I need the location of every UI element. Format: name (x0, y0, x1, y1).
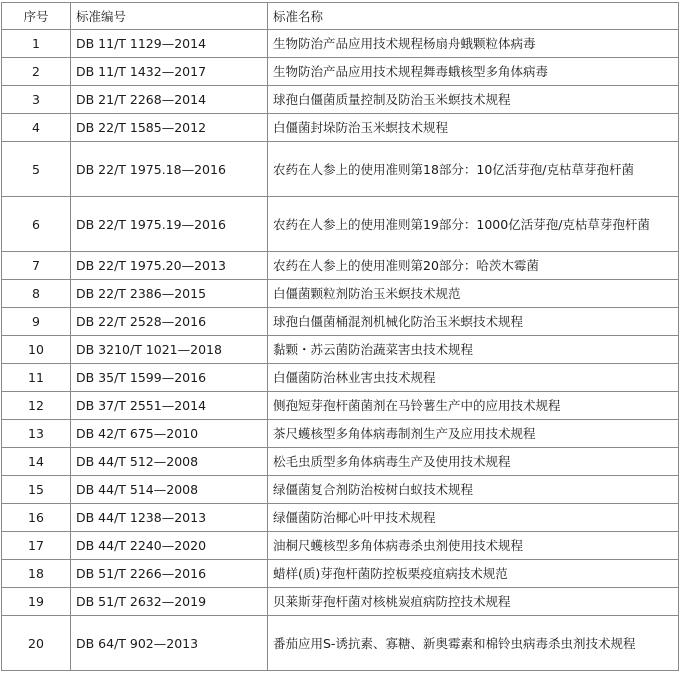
row-no: 19 (2, 588, 71, 616)
row-code: DB 11/T 1129—2014 (71, 30, 268, 58)
row-name: 白僵菌封垛防治玉米螟技术规程 (268, 114, 679, 142)
row-name: 茶尺蠖核型多角体病毒制剂生产及应用技术规程 (268, 420, 679, 448)
row-code: DB 44/T 2240—2020 (71, 532, 268, 560)
row-no: 5 (2, 142, 71, 197)
table-row (2, 58, 679, 86)
row-no: 8 (2, 280, 71, 308)
row-name: 白僵菌颗粒剂防治玉米螟技术规范 (268, 280, 679, 308)
row-name: 农药在人参上的使用准则第20部分：哈茨木霉菌 (268, 252, 679, 280)
row-no: 4 (2, 114, 71, 142)
row-no: 20 (2, 616, 71, 671)
row-no: 16 (2, 504, 71, 532)
row-no: 3 (2, 86, 71, 114)
table-row (2, 448, 679, 476)
row-name: 生物防治产品应用技术规程杨扇舟蛾颗粒体病毒 (268, 30, 679, 58)
row-no: 7 (2, 252, 71, 280)
row-code: DB 22/T 2528—2016 (71, 308, 268, 336)
row-code: DB 44/T 512—2008 (71, 448, 268, 476)
row-no: 6 (2, 197, 71, 252)
row-name: 番茄应用S-诱抗素、寡糖、新奥霉素和棉铃虫病毒杀虫剂技术规程 (268, 616, 679, 671)
row-code: DB 22/T 1585—2012 (71, 114, 268, 142)
row-code: DB 44/T 514—2008 (71, 476, 268, 504)
row-no: 10 (2, 336, 71, 364)
table-header-row (2, 3, 679, 30)
table-row (2, 252, 679, 280)
table-row (2, 30, 679, 58)
row-code: DB 22/T 2386—2015 (71, 280, 268, 308)
table-row (2, 616, 679, 671)
row-code: DB 64/T 902—2013 (71, 616, 268, 671)
row-name: 绿僵菌防治椰心叶甲技术规程 (268, 504, 679, 532)
row-name: 黏颗・苏云菌防治蔬菜害虫技术规程 (268, 336, 679, 364)
standards-table (1, 2, 679, 671)
row-no: 14 (2, 448, 71, 476)
row-code: DB 51/T 2632—2019 (71, 588, 268, 616)
row-code: DB 22/T 1975.19—2016 (71, 197, 268, 252)
row-no: 13 (2, 420, 71, 448)
row-name: 球孢白僵菌桶混剂机械化防治玉米螟技术规程 (268, 308, 679, 336)
row-code: DB 3210/T 1021—2018 (71, 336, 268, 364)
row-no: 15 (2, 476, 71, 504)
row-name: 白僵菌防治林业害虫技术规程 (268, 364, 679, 392)
table-row (2, 476, 679, 504)
row-code: DB 44/T 1238—2013 (71, 504, 268, 532)
row-name: 侧孢短芽孢杆菌菌剂在马铃薯生产中的应用技术规程 (268, 392, 679, 420)
row-code: DB 35/T 1599—2016 (71, 364, 268, 392)
row-code: DB 11/T 1432—2017 (71, 58, 268, 86)
table-row (2, 280, 679, 308)
table-row (2, 336, 679, 364)
row-name: 贝莱斯芽孢杆菌对核桃炭疽病防控技术规程 (268, 588, 679, 616)
table-row (2, 308, 679, 336)
row-no: 2 (2, 58, 71, 86)
row-no: 12 (2, 392, 71, 420)
table-row (2, 532, 679, 560)
row-name: 农药在人参上的使用准则第18部分：10亿活芽孢/克枯草芽孢杆菌 (268, 142, 679, 197)
header-no: 序号 (2, 3, 71, 30)
table-row (2, 86, 679, 114)
table-row (2, 114, 679, 142)
row-code: DB 37/T 2551—2014 (71, 392, 268, 420)
table-row (2, 364, 679, 392)
table-row (2, 560, 679, 588)
row-code: DB 51/T 2266—2016 (71, 560, 268, 588)
table-row (2, 504, 679, 532)
row-name: 松毛虫质型多角体病毒生产及使用技术规程 (268, 448, 679, 476)
row-code: DB 22/T 1975.18—2016 (71, 142, 268, 197)
row-name: 绿僵菌复合剂防治桉树白蚁技术规程 (268, 476, 679, 504)
row-name: 油桐尺蠖核型多角体病毒杀虫剂使用技术规程 (268, 532, 679, 560)
table-row (2, 142, 679, 197)
table-row (2, 588, 679, 616)
row-code: DB 22/T 1975.20—2013 (71, 252, 268, 280)
row-code: DB 21/T 2268—2014 (71, 86, 268, 114)
standards-table-body (2, 3, 679, 671)
row-name: 生物防治产品应用技术规程舞毒蛾核型多角体病毒 (268, 58, 679, 86)
row-name: 蜡样(质)芽孢杆菌防控板栗疫疽病技术规范 (268, 560, 679, 588)
row-name: 球孢白僵菌质量控制及防治玉米螟技术规程 (268, 86, 679, 114)
row-no: 11 (2, 364, 71, 392)
table-row (2, 420, 679, 448)
row-no: 9 (2, 308, 71, 336)
header-code: 标准编号 (71, 3, 268, 30)
row-no: 1 (2, 30, 71, 58)
row-no: 17 (2, 532, 71, 560)
row-name: 农药在人参上的使用准则第19部分：1000亿活芽孢/克枯草芽孢杆菌 (268, 197, 679, 252)
row-no: 18 (2, 560, 71, 588)
table-row (2, 392, 679, 420)
header-name: 标准名称 (268, 3, 679, 30)
row-code: DB 42/T 675—2010 (71, 420, 268, 448)
table-row (2, 197, 679, 252)
